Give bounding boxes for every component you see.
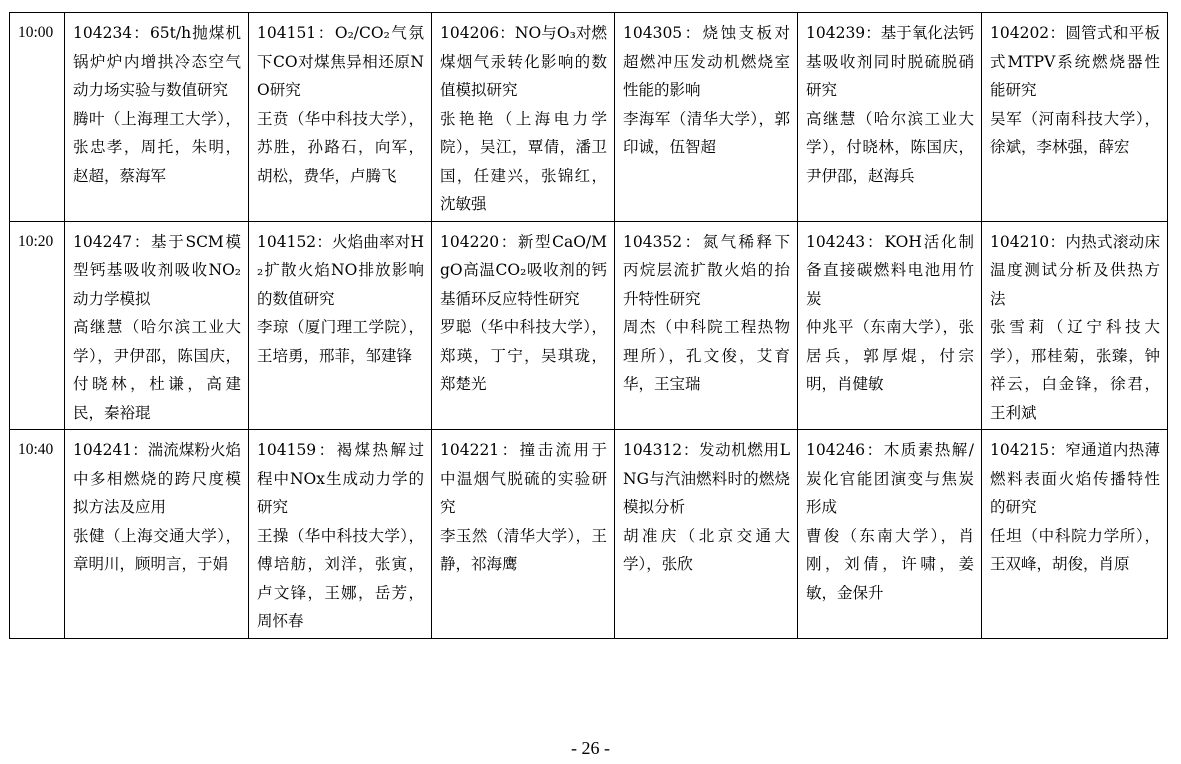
paper-cell [432, 430, 615, 639]
paper-title: 104159：褐煤热解过程中NOx生成动力学的研究 [257, 441, 424, 516]
paper-title: 104246：木质素热解/炭化官能团演变与焦炭形成 [806, 441, 974, 516]
table-row [10, 221, 1168, 430]
paper-title: 104206：NO与O₃对燃煤烟气汞转化影响的数值模拟研究 [440, 24, 607, 99]
paper-title: 104312：发动机燃用LNG与汽油燃料时的燃烧模拟分析 [623, 441, 790, 516]
paper-authors: 李琼（厦门理工学院），王培勇，邢菲，邹建锋 [257, 318, 424, 365]
paper-title: 104210：内热式滚动床温度测试分析及供热方法 [990, 232, 1160, 308]
session-schedule-table [9, 12, 1168, 639]
page-number: - 26 - [571, 738, 610, 758]
paper-cell [982, 430, 1168, 639]
paper-authors: 胡准庆（北京交通大学），张欣 [623, 526, 790, 573]
paper-title: 104202：圆管式和平板式MTPV系统燃烧器性能研究 [990, 24, 1160, 99]
paper-cell [982, 13, 1168, 222]
table-row [10, 13, 1168, 222]
paper-title: 104352：氮气稀释下丙烷层流扩散火焰的抬升特性研究 [623, 232, 790, 308]
time-slot: 10:00 [10, 13, 65, 222]
paper-title: 104221：撞击流用于中温烟气脱硫的实验研究 [440, 441, 607, 516]
paper-title: 104305：烧蚀支板对超燃冲压发动机燃烧室性能的影响 [623, 24, 790, 99]
paper-authors: 腾叶（上海理工大学），张忠孝，周托，朱明，赵超，蔡海军 [73, 109, 241, 185]
paper-title: 104220：新型CaO/MgO高温CO₂吸收剂的钙基循环反应特性研究 [440, 232, 607, 308]
paper-cell [982, 221, 1168, 430]
paper-cell [432, 221, 615, 430]
paper-authors: 张雪莉（辽宁科技大学），邢桂菊，张臻，钟祥云，白金锋，徐君，王利斌 [990, 318, 1160, 422]
time-slot: 10:40 [10, 430, 65, 639]
paper-authors: 吴军（河南科技大学），徐斌，李林强，薛宏 [990, 109, 1160, 156]
paper-title: 104241：湍流煤粉火焰中多相燃烧的跨尺度模拟方法及应用 [73, 441, 241, 516]
paper-cell [65, 13, 249, 222]
paper-cell [249, 221, 432, 430]
paper-authors: 王操（华中科技大学），傅培舫，刘洋，张寅，卢文锋，王娜，岳芳，周怀春 [257, 526, 424, 630]
paper-cell [798, 430, 982, 639]
paper-authors: 罗聪（华中科技大学），郑瑛，丁宁，吴琪珑，郑楚光 [440, 318, 607, 393]
paper-authors: 李海军（清华大学），郭印诚，伍智超 [623, 109, 790, 156]
paper-cell [65, 430, 249, 639]
paper-authors: 高继慧（哈尔滨工业大学），付晓林，陈国庆，尹伊邵，赵海兵 [806, 109, 974, 185]
paper-title: 104234：65t/h抛煤机锅炉炉内增拱冷态空气动力场实验与数值研究 [73, 24, 241, 99]
paper-cell [798, 221, 982, 430]
paper-authors: 曹俊（东南大学），肖刚，刘倩，许啸，姜敏，金保升 [806, 526, 974, 602]
paper-title: 104239：基于氧化法钙基吸收剂同时脱硫脱硝研究 [806, 24, 974, 99]
paper-authors: 张健（上海交通大学），章明川，顾明言，于娟 [73, 526, 241, 573]
paper-cell [615, 430, 798, 639]
table-row [10, 430, 1168, 639]
paper-cell [615, 13, 798, 222]
paper-cell [249, 13, 432, 222]
paper-authors: 高继慧（哈尔滨工业大学），尹伊邵，陈国庆，付晓林，杜谦，高建民，秦裕琨 [73, 318, 241, 422]
paper-authors: 周杰（中科院工程热物理所），孔文俊，艾育华，王宝瑞 [623, 318, 790, 393]
paper-title: 104215：窄通道内热薄燃料表面火焰传播特性的研究 [990, 441, 1160, 516]
paper-authors: 仲兆平（东南大学），张居兵，郭厚焜，付宗明，肖健敏 [806, 318, 974, 393]
paper-cell [65, 221, 249, 430]
paper-cell [432, 13, 615, 222]
paper-title: 104243：KOH活化制备直接碳燃料电池用竹炭 [806, 232, 974, 308]
paper-authors: 王贲（华中科技大学），苏胜，孙路石，向军，胡松，费华，卢腾飞 [257, 109, 424, 185]
paper-cell [798, 13, 982, 222]
paper-title: 104152：火焰曲率对H₂扩散火焰NO排放影响的数值研究 [257, 232, 424, 308]
paper-cell [249, 430, 432, 639]
schedule-body [10, 13, 1168, 639]
paper-authors: 张艳艳（上海电力学院），吴江，覃倩，潘卫国，任建兴，张锦红，沈敏强 [440, 109, 607, 213]
paper-title: 104247：基于SCM模型钙基吸收剂吸收NO₂动力学模拟 [73, 232, 241, 308]
paper-authors: 李玉然（清华大学），王静，祁海鹰 [440, 526, 607, 573]
time-slot: 10:20 [10, 221, 65, 430]
paper-title: 104151：O₂/CO₂气氛下CO对煤焦异相还原NO研究 [257, 24, 424, 99]
paper-cell [615, 221, 798, 430]
paper-authors: 任坦（中科院力学所），王双峰，胡俊，肖原 [990, 526, 1160, 573]
